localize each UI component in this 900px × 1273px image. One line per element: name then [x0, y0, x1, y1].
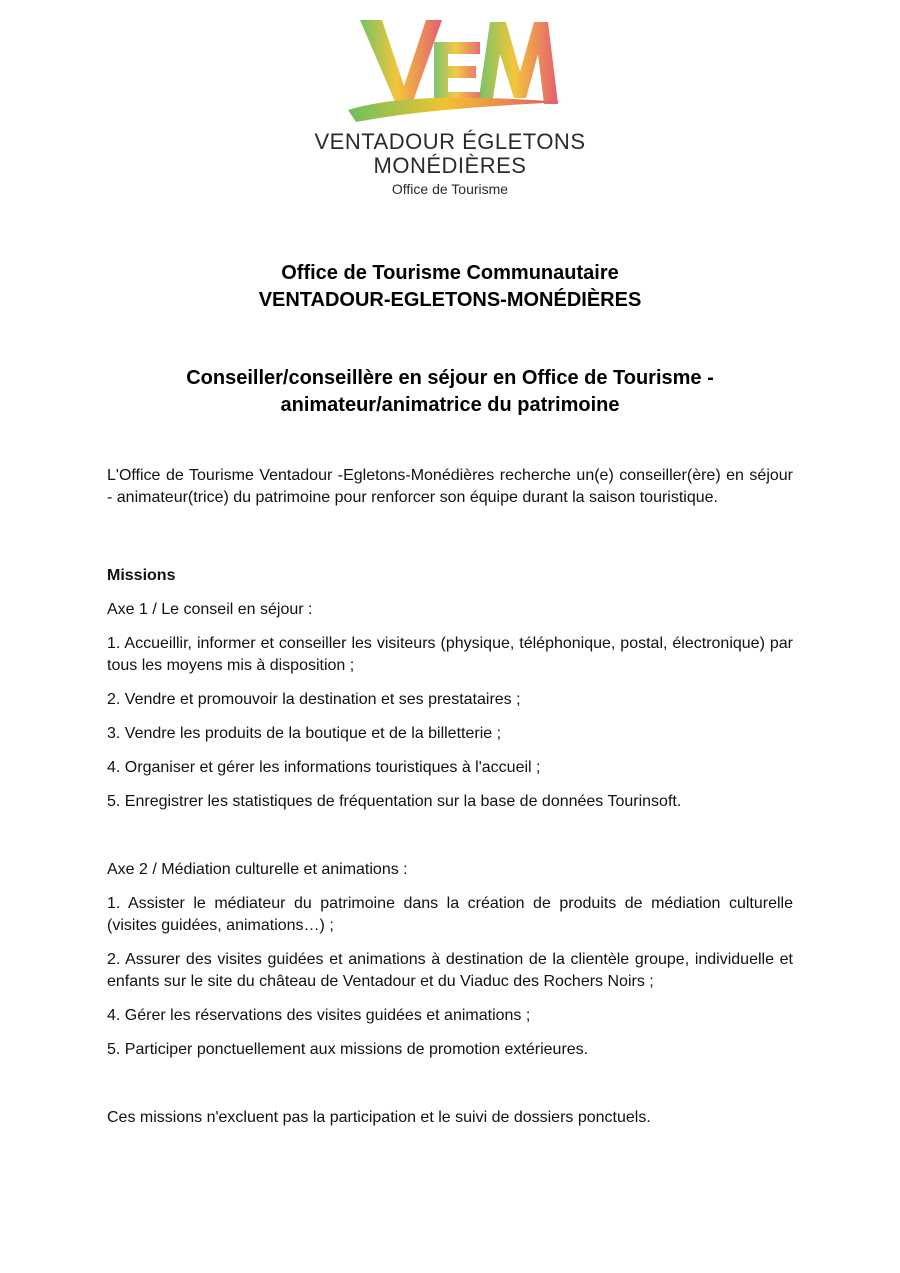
- job-title-line1: Conseiller/conseillère en séjour en Office de Tourisme -: [186, 367, 714, 389]
- closing-paragraph: Ces missions n'excluent pas la participation et le suivi de dossiers ponctuels.: [107, 1109, 651, 1126]
- axe2-item: 4. Gérer les réservations des visites guidées et animations ;: [107, 1007, 531, 1024]
- job-title-line2: animateur/animatrice du patrimoine: [280, 394, 620, 416]
- axe1-item: 4. Organiser et gérer les informations touristiques à l'accueil ;: [107, 759, 541, 776]
- logo-text-line2: MONÉDIÈRES: [373, 153, 527, 178]
- axe2-item: 2. Assurer des visites guidées et animations à destination de la clientèle groupe, individuelle et enfants sur le site du château de Ventadour et du Viaduc des Rochers Noirs ;: [107, 951, 793, 990]
- document-body: [107, 465, 793, 1129]
- axe1-item: 5. Enregistrer les statistiques de fréquentation sur la base de données Tourinsoft.: [107, 793, 682, 810]
- logo: [0, 14, 900, 198]
- intro-paragraph: L'Office de Tourisme Ventadour -Egletons-Monédières recherche un(e) conseiller(ère) en séjour - animateur(trice) du patrimoine pour renforcer son équipe durant la saison touristique.: [107, 467, 793, 506]
- axe1-item: 2. Vendre et promouvoir la destination et ses prestataires ;: [107, 691, 521, 708]
- organization-title: [0, 260, 900, 314]
- axe2-item: 1. Assister le médiateur du patrimoine dans la création de produits de médiation culturelle (visites guidées, animations…) ;: [107, 895, 793, 934]
- axe1-title: Axe 1 / Le conseil en séjour :: [107, 601, 313, 618]
- logo-text-line1: VENTADOUR ÉGLETONS: [314, 129, 586, 154]
- axe1-item: 1. Accueillir, informer et conseiller les visiteurs (physique, téléphonique, postal, électronique) par tous les moyens mis à disposition ;: [107, 635, 793, 674]
- org-title-line2: VENTADOUR-EGLETONS-MONÉDIÈRES: [258, 289, 642, 311]
- axe2-item: 5. Participer ponctuellement aux missions de promotion extérieures.: [107, 1041, 589, 1058]
- job-title: [0, 365, 900, 419]
- vem-monogram-logo: [330, 14, 570, 132]
- logo-text-line3: Office de Tourisme: [391, 181, 509, 197]
- axe1-item: 3. Vendre les produits de la boutique et de la billetterie ;: [107, 725, 502, 742]
- axe2-title: Axe 2 / Médiation culturelle et animations :: [107, 861, 408, 878]
- missions-heading: Missions: [107, 567, 176, 584]
- org-title-line1: Office de Tourisme Communautaire: [281, 262, 619, 284]
